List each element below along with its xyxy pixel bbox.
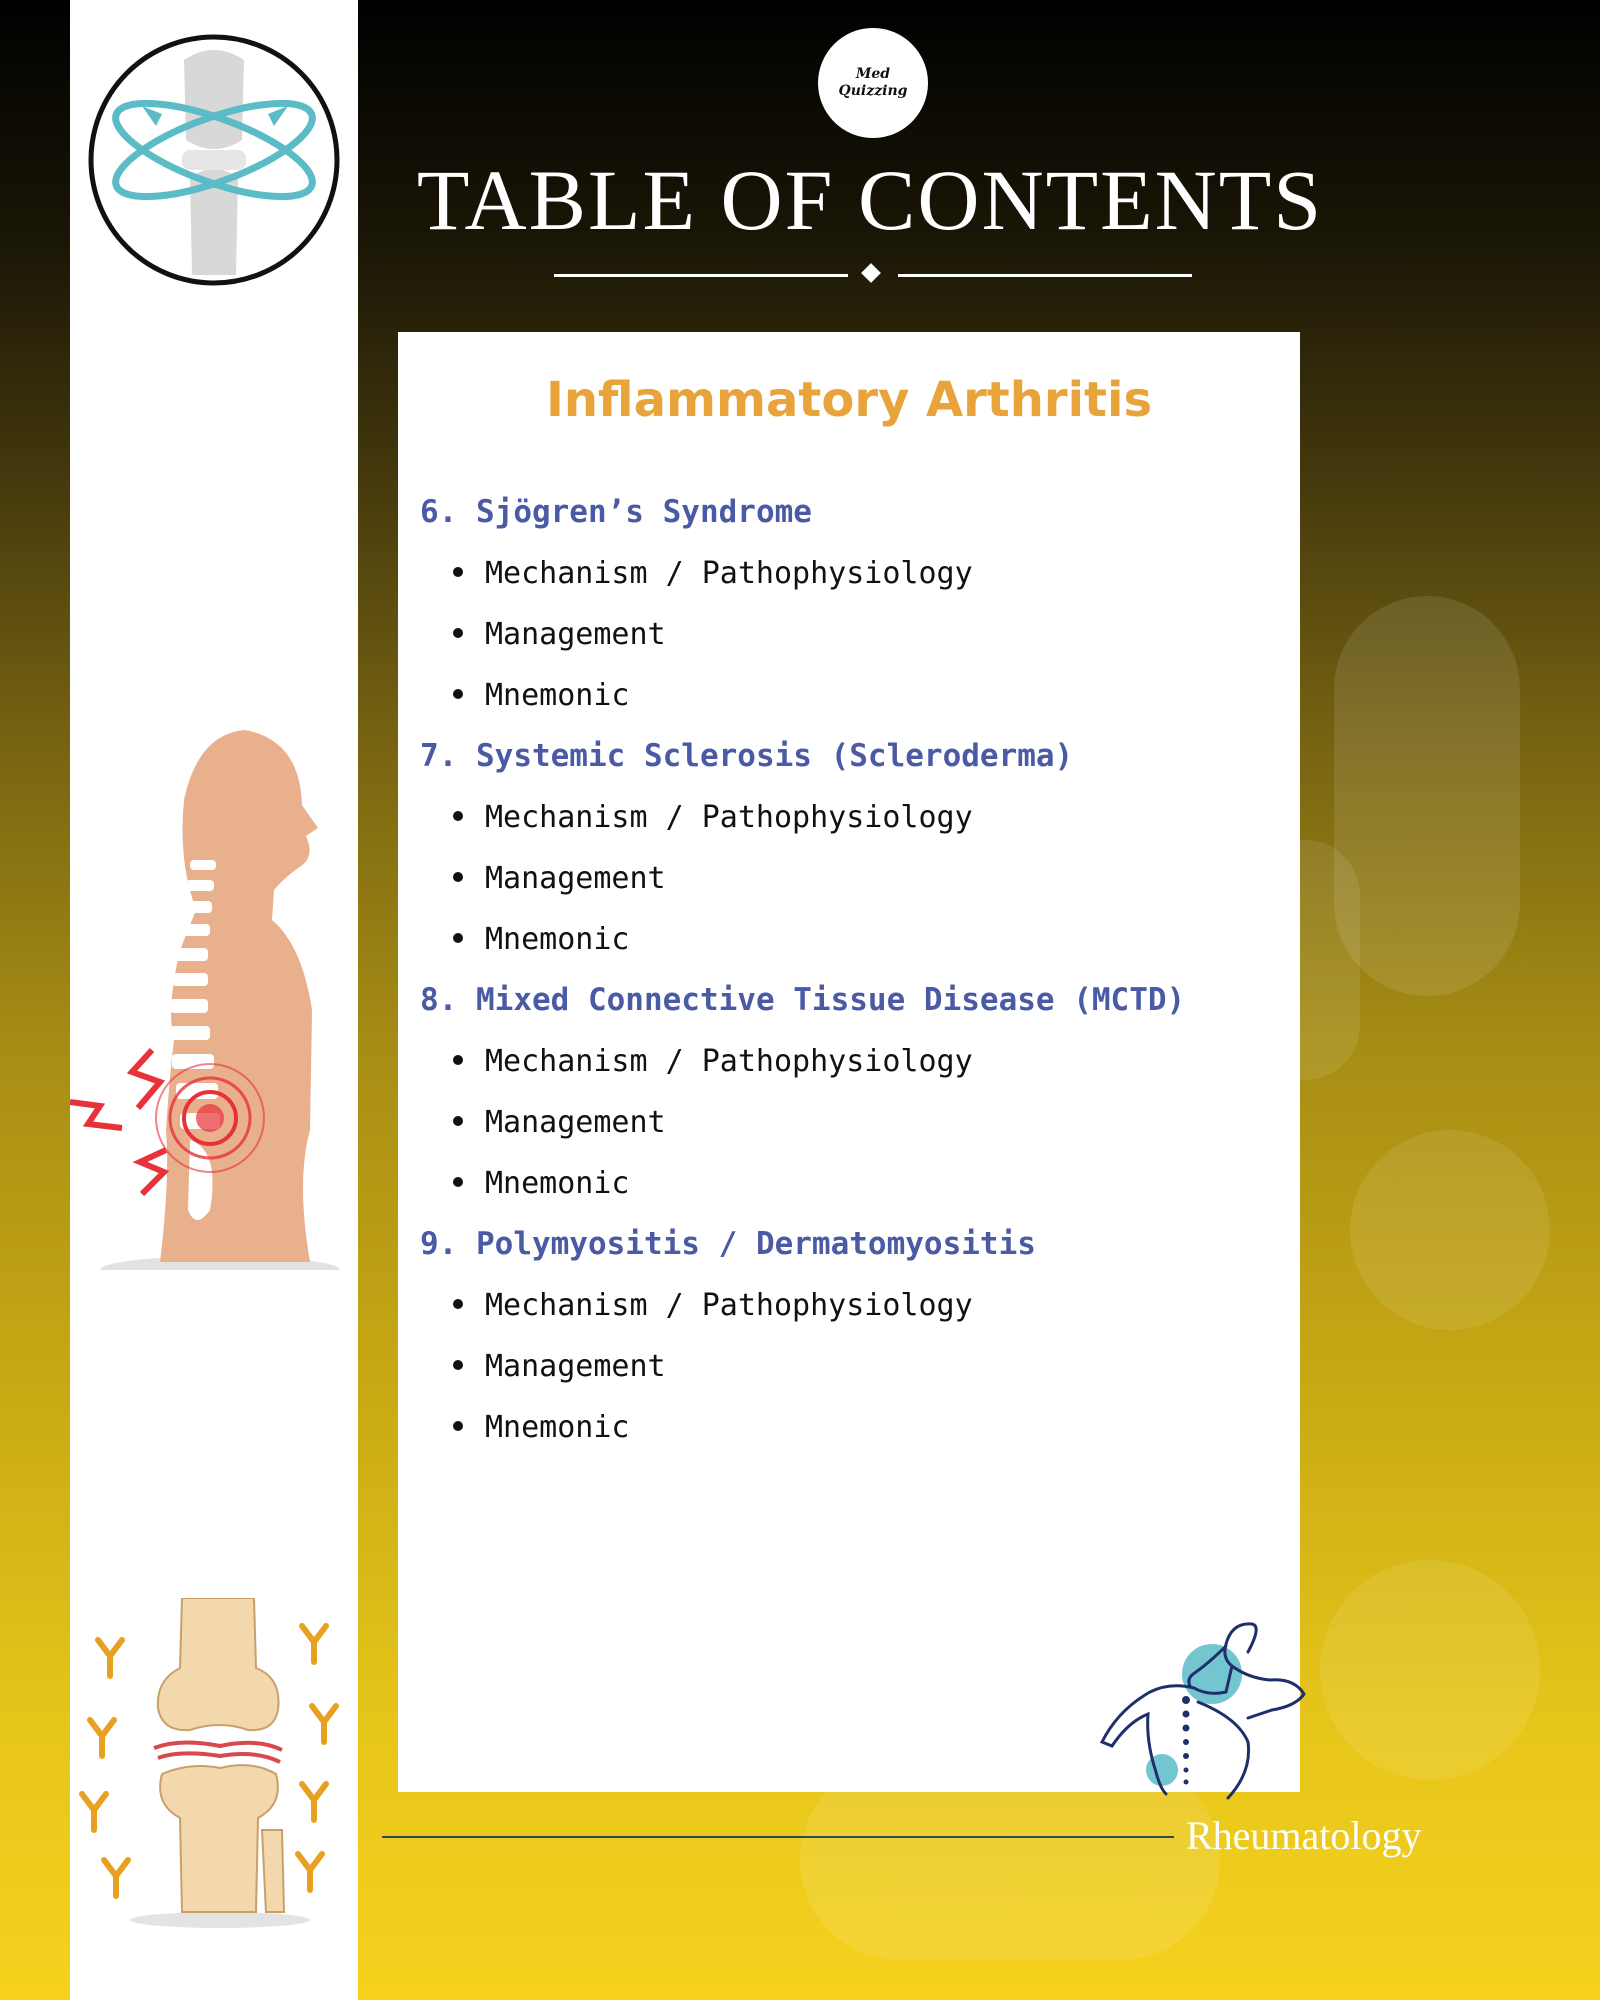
toc-item[interactable]: Management (420, 1336, 1280, 1397)
toc-item[interactable]: Mechanism / Pathophysiology (420, 543, 1280, 604)
footer-line (382, 1836, 1174, 1838)
toc-item[interactable]: Management (420, 848, 1280, 909)
footer-label: Rheumatology (1186, 1813, 1422, 1858)
section-title: Inflammatory Arthritis (545, 372, 1153, 428)
toc-item[interactable]: Management (420, 1092, 1280, 1153)
bullet-icon (453, 628, 463, 638)
toc-heading[interactable]: 8. Mixed Connective Tissue Disease (MCTD) (420, 982, 1186, 1018)
logo-line-2: Quizzing (838, 83, 908, 99)
toc-item[interactable]: Mnemonic (420, 665, 1280, 726)
toc-item[interactable]: Mechanism / Pathophysiology (420, 787, 1280, 848)
spine-pain-icon (70, 710, 358, 1270)
bg-tablet (1320, 1560, 1540, 1780)
bullet-icon (453, 1421, 463, 1431)
bullet-icon (453, 933, 463, 943)
title-divider-left (554, 274, 848, 277)
bullet-icon (453, 1055, 463, 1065)
bullet-icon (453, 567, 463, 577)
bullet-icon (453, 872, 463, 882)
back-pain-figure-icon (1098, 1622, 1308, 1802)
bullet-icon (453, 1360, 463, 1370)
sidebar (70, 0, 358, 2000)
knee-joint-antibodies-icon (70, 1598, 358, 1928)
toc-item[interactable]: Mechanism / Pathophysiology (420, 1031, 1280, 1092)
toc-list (420, 482, 1280, 1458)
toc-item[interactable]: Mechanism / Pathophysiology (420, 1275, 1280, 1336)
bullet-icon (453, 1116, 463, 1126)
page-title: TABLE OF CONTENTS (416, 152, 1324, 248)
toc-item[interactable]: Mnemonic (420, 1153, 1280, 1214)
title-divider-diamond (861, 263, 881, 283)
title-divider-right (898, 274, 1192, 277)
brand-logo (818, 28, 928, 138)
bg-tablet (1350, 1130, 1550, 1330)
toc-item[interactable]: Management (420, 604, 1280, 665)
knee-rotation-icon (70, 0, 358, 300)
toc-heading[interactable]: 7. Systemic Sclerosis (Scleroderma) (420, 738, 1074, 774)
toc-item[interactable]: Mnemonic (420, 909, 1280, 970)
logo-line-1: Med (855, 65, 891, 82)
bullet-icon (453, 1299, 463, 1309)
bullet-icon (453, 811, 463, 821)
toc-heading[interactable]: 6. Sjögren’s Syndrome (420, 494, 812, 530)
bullet-icon (453, 689, 463, 699)
contents-card (398, 332, 1300, 1792)
toc-heading[interactable]: 9. Polymyositis / Dermatomyositis (420, 1226, 1036, 1262)
bg-capsule (1334, 596, 1520, 996)
bullet-icon (453, 1177, 463, 1187)
toc-item[interactable]: Mnemonic (420, 1397, 1280, 1458)
